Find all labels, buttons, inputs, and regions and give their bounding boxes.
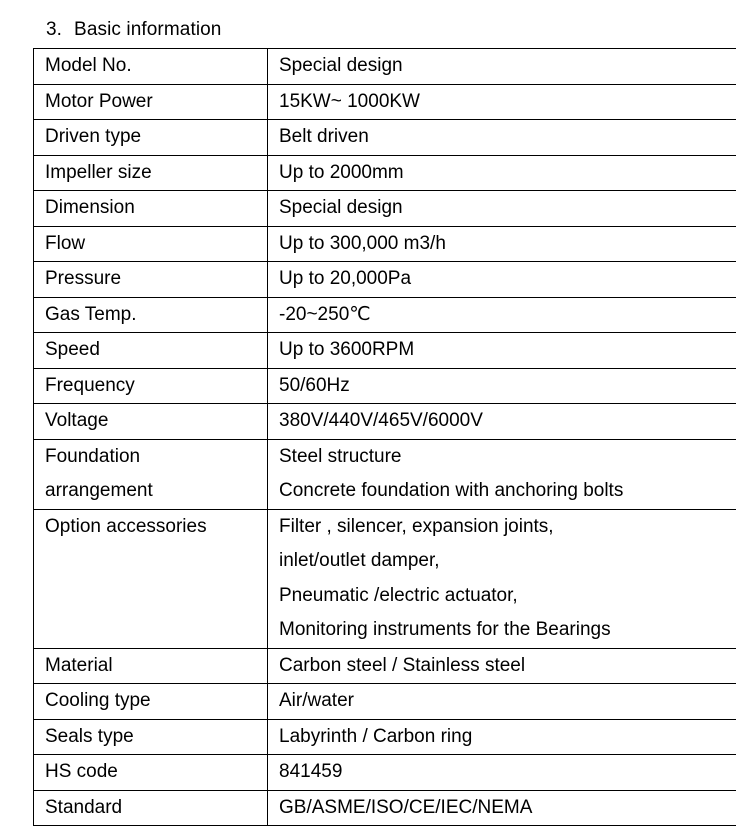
row-value-cell [268,509,736,648]
row-label: Frequency [45,374,135,396]
row-label-cell [34,297,268,333]
row-label: arrangement [45,480,153,501]
table-body [34,49,736,826]
row-label: Pressure [45,268,122,289]
basic-information-table [33,48,736,826]
table-row [34,49,736,85]
table-row [34,262,736,298]
table-row [34,648,736,684]
table-row [34,404,736,440]
row-label: Foundation [45,445,141,467]
row-label-cell [34,262,268,298]
row-value-cell [268,404,736,440]
row-label-cell [34,404,268,440]
row-label: Standard [45,796,123,818]
section-number: 3. [46,19,63,40]
row-label-cell [34,648,268,684]
table-row [34,226,736,262]
row-label: Cooling type [45,690,151,711]
row-value: inlet/outlet damper, [279,550,440,571]
row-value-cell [268,648,736,684]
row-value: 15KW~ 1000KW [279,90,420,112]
table-row [34,368,736,404]
row-label: Option accessories [45,515,207,537]
table-row [34,684,736,720]
section-title: Basic information [74,19,222,40]
row-value: Up to 20,000Pa [279,268,412,289]
row-label-cell [34,684,268,720]
table-row [34,719,736,755]
row-label: Driven type [45,126,142,147]
row-label-cell [34,155,268,191]
row-value: Up to 3600RPM [279,339,415,360]
row-label-cell [34,439,268,509]
table-row [34,120,736,156]
row-label-cell [34,790,268,826]
row-value: Concrete foundation with anchoring bolts [279,480,624,501]
row-value: 841459 [279,761,343,782]
row-label-cell [34,84,268,120]
row-value-cell [268,49,736,85]
row-value-cell [268,155,736,191]
row-value: Up to 2000mm [279,161,404,183]
row-label: Speed [45,339,100,360]
row-value: Filter , silencer, expansion joints, [279,515,554,537]
section-heading [46,18,221,42]
row-value-cell [268,368,736,404]
row-value: Belt driven [279,126,369,147]
row-value-cell [268,262,736,298]
row-value: Special design [279,55,403,76]
row-value: Steel structure [279,445,402,467]
row-label: HS code [45,761,118,782]
row-value: Labyrinth / Carbon ring [279,725,473,747]
row-label: Material [45,654,113,676]
row-label-cell [34,368,268,404]
row-label-cell [34,191,268,227]
row-value: 50/60Hz [279,374,350,396]
row-label-cell [34,509,268,648]
row-label: Dimension [45,197,135,218]
row-value: Carbon steel / Stainless steel [279,654,526,676]
row-value: -20~250℃ [279,303,371,325]
row-label: Motor Power [45,90,153,112]
row-value-cell [268,719,736,755]
row-label-cell [34,49,268,85]
row-value-cell [268,297,736,333]
row-label: Impeller size [45,161,152,183]
row-label-cell [34,226,268,262]
row-value: Special design [279,197,403,218]
table-row [34,84,736,120]
row-value-cell [268,755,736,791]
row-value: GB/ASME/ISO/CE/IEC/NEMA [279,796,533,818]
row-label: Model No. [45,55,132,76]
row-value-cell [268,684,736,720]
row-label: Flow [45,232,86,254]
row-value-cell [268,120,736,156]
row-value-cell [268,333,736,369]
table-row [34,509,736,648]
row-value-cell [268,790,736,826]
table-row [34,790,736,826]
table-row [34,439,736,509]
row-label: Voltage [45,410,109,431]
row-value-cell [268,191,736,227]
row-label: Gas Temp. [45,303,137,325]
row-value: Monitoring instruments for the Bearings [279,619,611,640]
row-value-cell [268,226,736,262]
row-value: Pneumatic /electric actuator, [279,584,518,606]
row-value: Air/water [279,690,354,711]
row-value-cell [268,439,736,509]
table-row [34,333,736,369]
row-label: Seals type [45,725,134,747]
row-label-cell [34,719,268,755]
table-row [34,191,736,227]
table-row [34,297,736,333]
row-value-cell [268,84,736,120]
row-value: Up to 300,000 m3/h [279,232,446,254]
row-label-cell [34,755,268,791]
table-row [34,755,736,791]
row-value: 380V/440V/465V/6000V [279,410,483,431]
table-row [34,155,736,191]
row-label-cell [34,333,268,369]
row-label-cell [34,120,268,156]
